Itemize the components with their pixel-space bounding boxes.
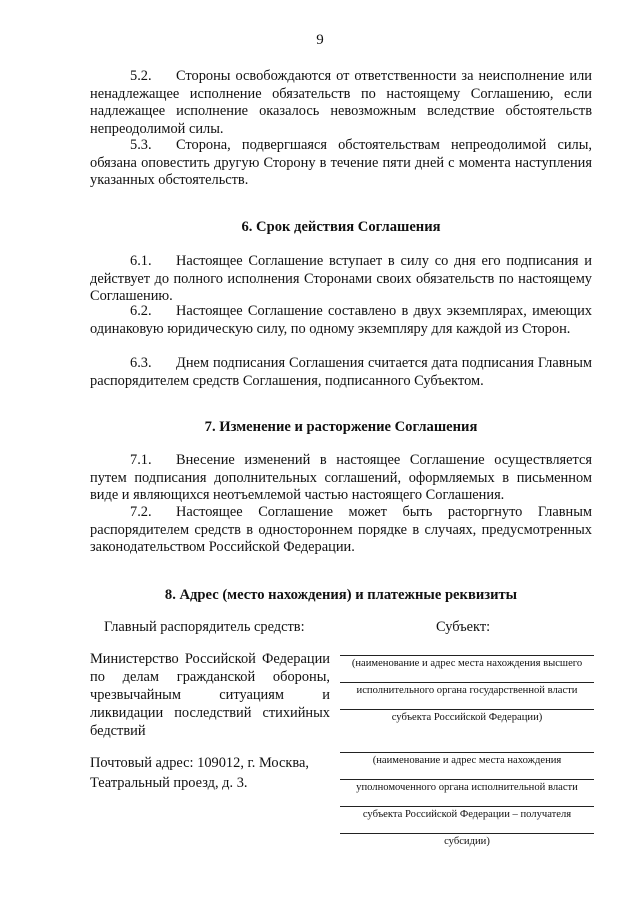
section-8-title: 8. Адрес (место нахождения) и платежные реквизиты bbox=[164, 587, 518, 603]
subject-name-line-1 bbox=[340, 655, 594, 656]
clause-number: 5.2. bbox=[130, 68, 152, 84]
clause-text: Днем подписания Соглашения считается дата подписания Главным распорядителем средств Соглашения, подписанного Субъектом. bbox=[90, 355, 592, 389]
authority-name-line-4 bbox=[340, 833, 594, 834]
right-party-label: Субъект: bbox=[436, 619, 491, 635]
authority-name-line-2 bbox=[340, 779, 594, 780]
clause-7-1 bbox=[90, 452, 592, 505]
clause-text: Настоящее Соглашение может быть расторгнуто Главным распорядителем средств в одностороннем порядке в случаях, предусмотренных законодательством Российской Федерации. bbox=[90, 504, 592, 555]
clause-text: Сторона, подвергшаяся обстоятельствам непреодолимой силы, обязана оповестить другую Сторону в течение пяти дней с момента наступления указанных обстоятельств. bbox=[90, 137, 592, 188]
caption-line-5: уполномоченного органа исполнительной власти bbox=[356, 782, 578, 793]
section-6-title: 6. Срок действия Соглашения bbox=[241, 219, 441, 235]
clause-5-2 bbox=[90, 68, 592, 138]
clause-text: Настоящее Соглашение составлено в двух экземплярах, имеющих одинаковую юридическую силу, по одному экземпляру для каждой из Сторон. bbox=[90, 303, 592, 337]
ministry-name: Министерство Российской Федерации по делам гражданской обороны, чрезвычайным ситуациям и ликвидации последствий стихийных бедствий bbox=[90, 651, 330, 739]
clause-5-3 bbox=[90, 137, 592, 190]
caption-line-6: субъекта Российской Федерации – получателя bbox=[362, 809, 572, 820]
clause-text: Внесение изменений в настоящее Соглашение осуществляется путем подписания дополнительных соглашений, оформляемых в письменном виде и являющихся неотъемлемой частью настоящего Соглашения. bbox=[90, 452, 592, 503]
clause-number: 7.2. bbox=[130, 504, 152, 520]
caption-line-7: субсидии) bbox=[444, 836, 490, 847]
clause-6-1 bbox=[90, 253, 592, 306]
clause-text: Стороны освобождаются от ответственности за неисполнение или ненадлежащее исполнение обязательств по настоящему Соглашению, если надлежащее исполнение оказалось невозможным вследствие обстоятельств непреодолимой силы. bbox=[90, 68, 592, 137]
caption-line-4: (наименование и адрес места нахождения bbox=[372, 755, 562, 766]
authority-name-line-3 bbox=[340, 806, 594, 807]
left-party-label: Главный распорядитель средств: bbox=[104, 619, 305, 635]
clause-number: 6.1. bbox=[130, 253, 152, 269]
clause-number: 7.1. bbox=[130, 452, 152, 468]
caption-line-3: субъекта Российской Федерации) bbox=[391, 712, 543, 723]
clause-number: 6.2. bbox=[130, 303, 152, 319]
clause-text: Настоящее Соглашение вступает в силу со дня его подписания и действует до полного исполнения Сторонами своих обязательств по настоящему Соглашению. bbox=[90, 253, 592, 304]
postal-address: Почтовый адрес: 109012, г. Москва, Театральный проезд, д. 3. bbox=[90, 755, 309, 791]
authority-name-line-1 bbox=[340, 752, 594, 753]
page-number: 9 bbox=[316, 32, 324, 48]
clause-6-2 bbox=[90, 303, 592, 338]
section-7-title: 7. Изменение и расторжение Соглашения bbox=[204, 419, 478, 435]
clause-7-2 bbox=[90, 504, 592, 557]
caption-line-2: исполнительного органа государственной власти bbox=[356, 685, 578, 696]
subject-name-line-3 bbox=[340, 709, 594, 710]
clause-number: 5.3. bbox=[130, 137, 152, 153]
clause-number: 6.3. bbox=[130, 355, 152, 371]
subject-name-line-2 bbox=[340, 682, 594, 683]
caption-line-1: (наименование и адрес места нахождения высшего bbox=[351, 658, 583, 669]
clause-6-3 bbox=[90, 355, 592, 390]
